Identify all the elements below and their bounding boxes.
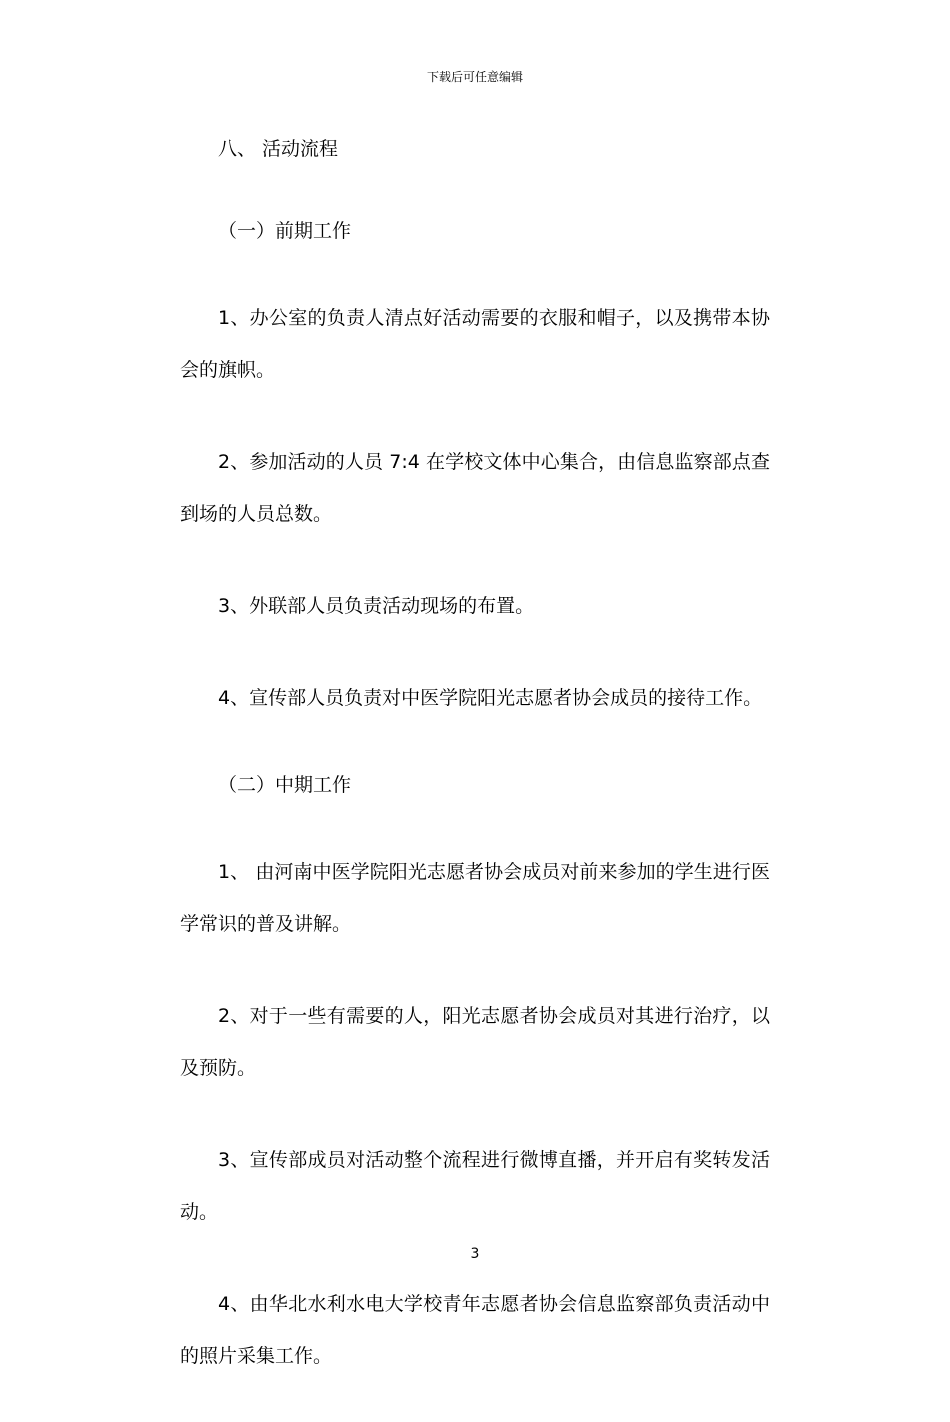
document-body [180,128,770,1422]
phase-title-early: （一）前期工作 [218,220,352,242]
list-item: 4、宣传部人员负责对中医学院阳光志愿者协会成员的接待工作。 [218,687,763,709]
list-item: 1、办公室的负责人清点好活动需要的衣服和帽子，以及携带本协会的旗帜。 [180,307,770,381]
page-header: 下载后可任意编辑 [426,70,523,84]
section-title: 八、 活动流程 [218,138,339,160]
list-item: 3、外联部人员负责活动现场的布置。 [218,595,535,617]
list-item: 2、参加活动的人员 7:4 在学校文体中心集合，由信息监察部点查到场的人员总数。 [180,451,770,525]
page-number: 3 [470,1246,480,1262]
list-item: 2、对于一些有需要的人，阳光志愿者协会成员对其进行治疗，以及预防。 [180,1005,770,1079]
list-item: 1、 由河南中医学院阳光志愿者协会成员对前来参加的学生进行医学常识的普及讲解。 [180,861,770,935]
phase-title-middle: （二）中期工作 [218,774,352,796]
list-item: 4、由华北水利水电大学校青年志愿者协会信息监察部负责活动中的照片采集工作。 [180,1293,770,1367]
list-item: 3、宣传部成员对活动整个流程进行微博直播，并开启有奖转发活动。 [180,1149,770,1223]
